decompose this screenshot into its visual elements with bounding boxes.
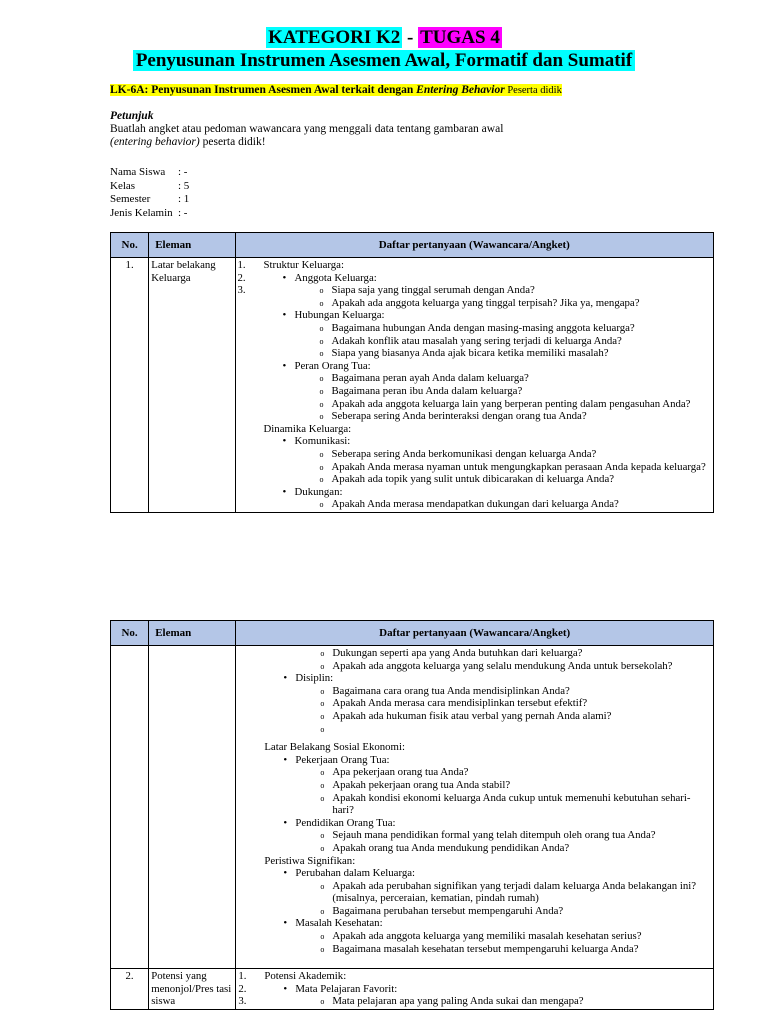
question-numbers — [238, 647, 264, 967]
identity-value: : 5 — [178, 179, 190, 192]
question-text: o Apakah ada perubahan signifikan yang terjadi dalam keluarga Anda belakangan ini? (misalnya, perceraian, kematian, pindah rumah) — [332, 879, 697, 905]
question-text: o Apakah kondisi ekonomi keluarga Anda cukup untuk memenuhi kebutuhan sehari-hari? — [332, 791, 691, 817]
list-item — [264, 983, 711, 996]
section-title: Struktur Keluarga: — [263, 259, 344, 271]
row-eleman — [149, 646, 236, 969]
bullet-label: • Komunikasi: — [294, 435, 351, 448]
table-header-row — [111, 621, 714, 646]
list-item — [264, 360, 712, 373]
question-text: o Apakah ada topik yang sulit untuk dibicarakan di keluarga Anda? — [331, 473, 615, 486]
list-item — [264, 842, 711, 855]
list-item — [264, 647, 711, 660]
header-daftar: Daftar pertanyaan (Wawancara/Angket) — [236, 621, 714, 646]
lk-heading — [110, 84, 562, 96]
list-item — [264, 398, 712, 411]
question-list — [264, 647, 711, 967]
bullet-label: • Pendidikan Orang Tua: — [295, 816, 396, 829]
question-number: 1. — [237, 259, 246, 271]
question-text: o Adakah konflik atau masalah yang sering terjadi di keluarga Anda? — [331, 334, 622, 347]
list-item — [264, 272, 712, 285]
question-text: o Bagaimana peran ayah Anda dalam keluarga? — [331, 372, 529, 385]
document-subtitle — [0, 50, 768, 71]
identity-label: Semester — [110, 193, 151, 205]
question-text: o Siapa saja yang tinggal serumah dengan Anda? — [331, 284, 535, 297]
question-table-2 — [110, 620, 714, 1010]
identity-value: : 1 — [178, 193, 190, 205]
bullet-label: • Mata Pelajaran Favorit: — [295, 982, 398, 995]
subtitle-text: Penyusunan Instrumen Asesmen Awal, Formatif dan Sumatif — [133, 50, 635, 71]
instructions-rest: peserta didik! — [199, 136, 266, 148]
list-item — [264, 829, 711, 842]
header-eleman: Eleman — [149, 233, 235, 258]
list-item — [264, 498, 712, 511]
question-text: o Apa pekerjaan orang tua Anda? — [332, 766, 469, 779]
list-item — [264, 685, 711, 698]
question-text: o Mata pelajaran apa yang paling Anda sukai dan mengapa? — [332, 995, 584, 1008]
list-item — [264, 723, 711, 736]
bullet-label: • Pekerjaan Orang Tua: — [295, 753, 390, 766]
question-text: o Bagaimana cara orang tua Anda mendisiplinkan Anda? — [332, 684, 570, 697]
question-text: o Seberapa sering Anda berkomunikasi dengan keluarga Anda? — [331, 447, 597, 460]
question-text: o Apakah orang tua Anda mendukung pendidikan Anda? — [332, 841, 570, 854]
table-row — [111, 646, 714, 969]
bullet-label: • Disiplin: — [295, 672, 334, 685]
bullet-label: • Masalah Kesehatan: — [295, 917, 383, 930]
question-text: o Apakah ada anggota keluarga yang selalu mendukung Anda untuk bersekolah? — [332, 659, 673, 672]
header-eleman: Eleman — [149, 621, 236, 646]
lk-italic: Entering Behavior — [416, 84, 505, 96]
bullet-label: • Anggota Keluarga: — [294, 271, 377, 284]
bullet-label: • Hubungan Keluarga: — [294, 309, 385, 322]
bullet-label: • Dukungan: — [294, 485, 343, 498]
questions-block — [238, 647, 711, 967]
row-number: 2. — [111, 969, 149, 1010]
instructions-heading: Petunjuk — [110, 110, 154, 122]
kategori-label: KATEGORI K2 — [268, 27, 401, 48]
list-item — [264, 672, 711, 685]
lk-suffix: Peserta didik — [504, 85, 562, 96]
question-text: o Apakah ada anggota keluarga yang memiliki masalah kesehatan serius? — [332, 930, 642, 943]
table-row — [111, 258, 714, 513]
question-number: 3. — [237, 284, 246, 297]
lk-prefix: LK-6A: Penyusunan Instrumen Asesmen Awal terkait dengan — [110, 84, 417, 96]
list-item — [264, 880, 711, 905]
list-item — [264, 486, 712, 499]
question-text: o Bagaimana masalah kesehatan tersebut mempengaruhi keluarga Anda? — [332, 942, 639, 955]
section-title: Latar Belakang Sosial Ekonomi: — [264, 741, 405, 754]
list-item — [264, 917, 711, 930]
list-item — [264, 779, 711, 792]
row-eleman: Latar belakang Keluarga — [149, 258, 235, 513]
list-item — [264, 930, 711, 943]
row-questions — [235, 258, 714, 513]
row-questions — [236, 646, 714, 969]
question-text: o Bagaimana hubungan Anda dengan masing-masing anggota keluarga? — [331, 321, 635, 334]
identity-label: Nama Siswa — [110, 166, 166, 178]
question-text — [318, 723, 711, 736]
row-number — [111, 646, 149, 969]
lk-highlight — [110, 84, 562, 96]
list-item — [264, 995, 711, 1008]
question-number: 3. — [238, 995, 247, 1008]
header-no: No. — [111, 233, 149, 258]
question-numbers — [238, 970, 264, 1008]
list-item — [264, 385, 712, 398]
question-text: o Apakah ada anggota keluarga yang tinggal terpisah? Jika ya, mengapa? — [331, 296, 640, 309]
question-numbers — [238, 259, 264, 511]
question-text: o Apakah Anda merasa nyaman untuk mengungkapkan perasaan Anda kepada keluarga? — [331, 460, 706, 473]
question-list — [264, 970, 711, 1008]
list-item — [264, 335, 712, 348]
identity-row — [110, 193, 189, 207]
question-number: 2. — [238, 982, 247, 995]
list-item — [264, 754, 711, 767]
question-list — [264, 259, 712, 511]
question-text: o Apakah ada anggota keluarga lain yang berperan penting dalam pengasuhan Anda? — [331, 397, 691, 410]
list-item — [264, 284, 712, 297]
bullet-label: • Perubahan dalam Keluarga: — [295, 867, 416, 880]
instructions-italic: (entering behavior) — [110, 136, 200, 148]
list-item — [264, 309, 712, 322]
list-item — [264, 347, 712, 360]
question-text: o Apakah Anda merasa mendapatkan dukungan dari keluarga Anda? — [331, 498, 619, 511]
list-item — [264, 372, 712, 385]
section-title: Peristiwa Signifikan: — [264, 854, 356, 867]
question-text: o Siapa yang biasanya Anda ajak bicara ketika memiliki masalah? — [331, 347, 609, 360]
list-item — [264, 943, 711, 956]
identity-row — [110, 166, 189, 180]
instructions — [110, 110, 670, 149]
list-item — [264, 660, 711, 673]
question-number: 2. — [237, 271, 246, 284]
question-text: o Dukungan seperti apa yang Anda butuhkan dari keluarga? — [332, 647, 583, 659]
list-item — [264, 766, 711, 779]
questions-block — [238, 259, 712, 511]
header-no: No. — [111, 621, 149, 646]
row-questions — [236, 969, 714, 1010]
question-text: o Seberapa sering Anda berinteraksi dengan orang tua Anda? — [331, 410, 587, 423]
list-item — [264, 473, 712, 486]
title-dash: - — [402, 27, 419, 48]
list-item — [264, 448, 712, 461]
identity-value: : - — [178, 206, 188, 219]
spacer — [264, 955, 711, 967]
list-item — [264, 817, 711, 830]
section-title: Potensi Akademik: — [264, 970, 347, 983]
question-table-1 — [110, 232, 714, 513]
row-eleman: Potensi yang menonjol/Pres tasi siswa — [149, 969, 236, 1010]
list-item — [264, 710, 711, 723]
question-text: o Sejauh mana pendidikan formal yang telah ditempuh oleh orang tua Anda? — [332, 829, 656, 842]
table-header-row — [111, 233, 714, 258]
document-title — [0, 27, 768, 48]
identity-row — [110, 207, 189, 221]
identity-value: : - — [178, 166, 188, 178]
list-item — [264, 410, 712, 423]
bullet-label: • Peran Orang Tua: — [294, 359, 371, 372]
instructions-line2 — [110, 136, 670, 149]
question-text: o Apakah ada hukuman fisik atau verbal yang pernah Anda alami? — [332, 709, 612, 722]
question-text: o Apakah Anda merasa cara mendisiplinkan tersebut efektif? — [332, 697, 588, 710]
table-row — [111, 969, 714, 1010]
question-text: o Bagaimana perubahan tersebut mempengaruhi Anda? — [332, 904, 564, 917]
row-number: 1. — [111, 258, 149, 513]
identity-row — [110, 180, 189, 194]
header-daftar: Daftar pertanyaan (Wawancara/Angket) — [235, 233, 714, 258]
identity-label: Kelas — [110, 179, 136, 192]
list-item — [264, 461, 712, 474]
list-item — [264, 905, 711, 918]
student-identity — [110, 166, 189, 220]
question-number: 1. — [238, 970, 247, 983]
list-item — [264, 297, 712, 310]
instructions-line1: Buatlah angket atau pedoman wawancara yang menggali data tentang gambaran awal — [110, 123, 504, 135]
tugas-label: TUGAS 4 — [420, 27, 500, 48]
list-item — [264, 792, 711, 817]
list-item — [264, 322, 712, 335]
identity-label: Jenis Kelamin — [110, 206, 173, 219]
list-item — [264, 435, 712, 448]
list-item — [264, 697, 711, 710]
questions-block — [238, 970, 711, 1008]
question-text: o Apakah pekerjaan orang tua Anda stabil? — [332, 778, 511, 791]
list-item — [264, 867, 711, 880]
question-text: o Bagaimana peran ibu Anda dalam keluarga? — [331, 384, 523, 397]
section-title: Dinamika Keluarga: — [263, 422, 352, 435]
